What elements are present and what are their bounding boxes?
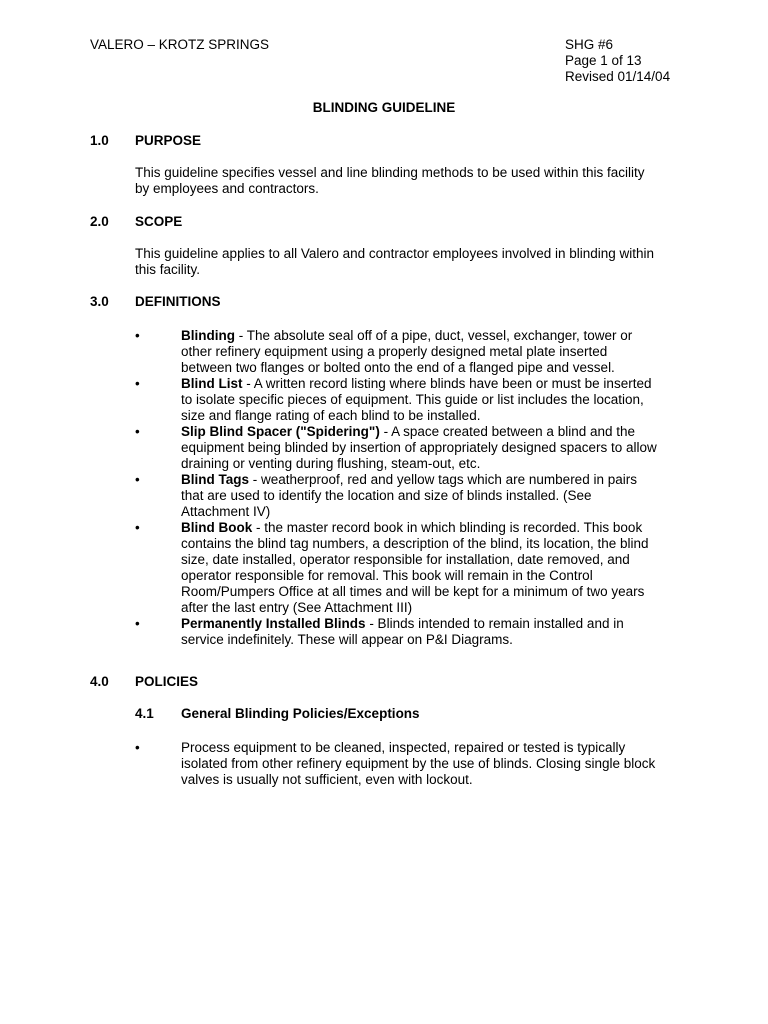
scope-line-2: this facility. (135, 262, 201, 277)
purpose-line-2: by employees and contractors. (135, 181, 319, 196)
document-id: SHG #6 (565, 37, 614, 52)
definition-text: Room/Pumpers Office at all times and will be kept for a minimum of two years (181, 584, 645, 599)
section-number-definitions: 3.0 (90, 294, 109, 309)
definitions-list (135, 328, 680, 648)
document-info-block (565, 37, 670, 85)
definition-text: after the last entry (See Attachment III) (181, 600, 413, 615)
purpose-line-1: This guideline specifies vessel and line blinding methods to be used within this facility (135, 165, 645, 180)
definition-text: draining or venting during flushing, steam-out, etc. (181, 456, 481, 471)
purpose-paragraph (135, 165, 675, 197)
definition-term: Blind Tags (181, 472, 250, 487)
definition-term: Blind List (181, 376, 243, 391)
definition-text: to isolate specific pieces of equipment. This guide or list includes the location, (181, 392, 644, 407)
definition-text: size, date installed, operator responsible for installation, date removed, and (181, 552, 630, 567)
revision-date: Revised 01/14/04 (565, 69, 671, 84)
bullet-icon: • (135, 616, 140, 631)
bullet-icon: • (135, 328, 140, 343)
policy-text: valves is usually not sufficient, even with lockout. (181, 772, 473, 787)
section-number-purpose: 1.0 (90, 133, 109, 148)
definition-term: Blinding (181, 328, 235, 343)
bullet-icon: • (135, 472, 140, 487)
definition-text: operator responsible for removal. This book will remain in the Control (181, 568, 593, 583)
definition-text: equipment being blinded by insertion of appropriately designed spacers to allow (181, 440, 657, 455)
definition-text: - Blinds intended to remain installed and in (365, 616, 624, 631)
bullet-icon: • (135, 376, 140, 391)
definition-text: - weatherproof, red and yellow tags which are numbered in pairs (249, 472, 637, 487)
definition-text: size and flange rating of each blind to be installed. (181, 408, 481, 423)
page-number: Page 1 of 13 (565, 53, 642, 68)
definition-item-blinding (135, 328, 680, 376)
section-title-policies: POLICIES (135, 674, 199, 689)
definition-text: that are used to identify the location and size of blinds installed. (See (181, 488, 592, 503)
definition-text: Attachment IV) (181, 504, 271, 519)
policy-text: Process equipment to be cleaned, inspected, repaired or tested is typically (181, 740, 626, 755)
definition-text: other refinery equipment using a properly designed metal plate inserted (181, 344, 608, 359)
policies-list (135, 740, 680, 788)
definition-item-blind-tags (135, 472, 680, 520)
definition-text: - A written record listing where blinds have been or must be inserted (242, 376, 652, 391)
section-title-purpose: PURPOSE (135, 133, 202, 148)
bullet-icon: • (135, 740, 140, 755)
definition-item-permanent-blinds (135, 616, 680, 648)
scope-paragraph (135, 246, 675, 278)
definition-text: - The absolute seal off of a pipe, duct, vessel, exchanger, tower or (235, 328, 633, 343)
definition-item-slip-blind-spacer (135, 424, 680, 472)
definition-term: Slip Blind Spacer ("Spidering") (181, 424, 380, 439)
definition-text: between two flanges or bolted onto the end of a flanged pipe and vessel. (181, 360, 615, 375)
company-header: VALERO – KROTZ SPRINGS (90, 37, 270, 52)
section-title-definitions: DEFINITIONS (135, 294, 221, 309)
definition-text: contains the blind tag numbers, a description of the blind, its location, the blind (181, 536, 649, 551)
definition-text: service indefinitely. These will appear on P&I Diagrams. (181, 632, 513, 647)
section-title-scope: SCOPE (135, 214, 183, 229)
bullet-icon: • (135, 424, 140, 439)
policy-item (135, 740, 680, 788)
scope-line-1: This guideline applies to all Valero and contractor employees involved in blinding within (135, 246, 655, 261)
subsection-number: 4.1 (135, 706, 154, 721)
policy-text: isolated from other refinery equipment by the use of blinds. Closing single block (181, 756, 656, 771)
definition-text: - A space created between a blind and the (379, 424, 636, 439)
section-number-scope: 2.0 (90, 214, 109, 229)
section-number-policies: 4.0 (90, 674, 109, 689)
definition-text: - the master record book in which blinding is recorded. This book (252, 520, 643, 535)
definition-term: Blind Book (181, 520, 253, 535)
bullet-icon: • (135, 520, 140, 535)
definition-item-blind-list (135, 376, 680, 424)
definition-term: Permanently Installed Blinds (181, 616, 366, 631)
document-title: BLINDING GUIDELINE (312, 100, 456, 115)
subsection-title: General Blinding Policies/Exceptions (181, 706, 420, 721)
definition-item-blind-book (135, 520, 680, 616)
